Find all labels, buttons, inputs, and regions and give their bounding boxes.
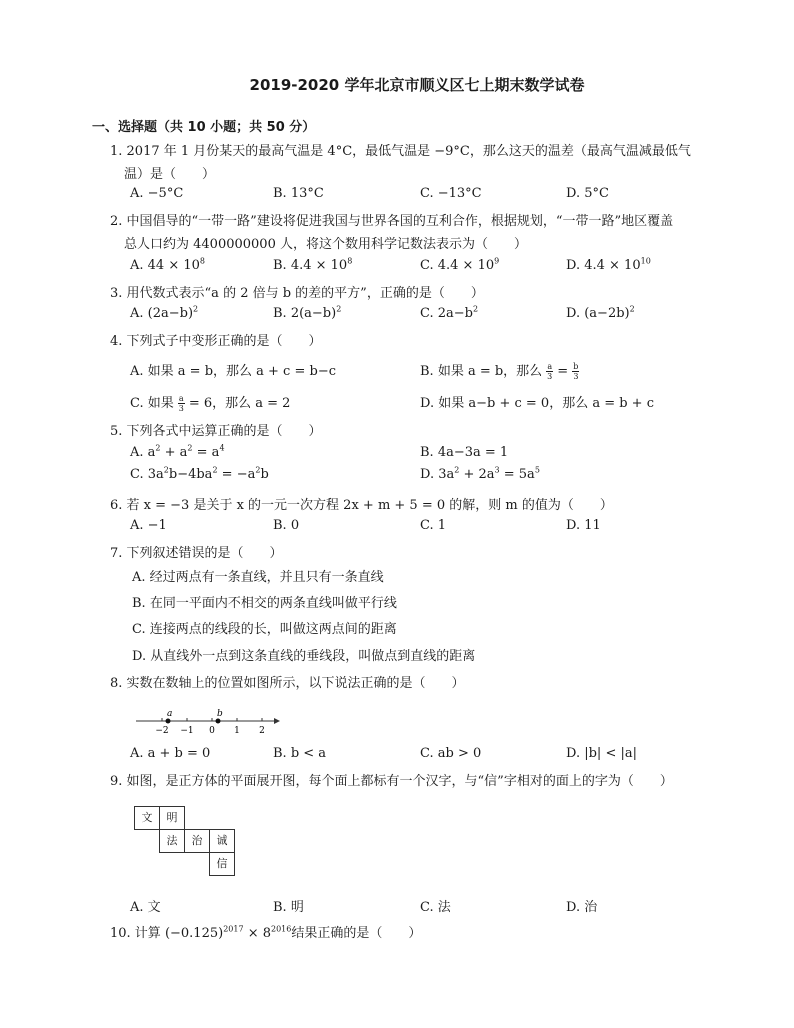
fraction [546, 362, 553, 381]
option-d[interactable]: D. 从直线外一点到这条直线的垂线段，叫做点到直线的距离 [132, 649, 476, 664]
option-a-text: A. (2a−b) [130, 306, 194, 321]
option-a[interactable]: A. −5°C [130, 186, 184, 201]
q10-text: 结果正确的是（ ） [291, 926, 422, 941]
option-a[interactable]: A. a + b = 0 [130, 746, 211, 761]
question-4-options-row1 [130, 360, 730, 380]
arrow-head-icon [274, 718, 280, 724]
option-d[interactable]: D. 治 [566, 900, 598, 915]
t: = a [192, 445, 220, 460]
option-b-text: B. 2(a−b) [273, 306, 337, 321]
exponent: 3 [494, 465, 500, 475]
net-cell-3: 法 [159, 829, 185, 853]
numerator: a [547, 362, 553, 371]
exponent: 8 [199, 256, 205, 266]
option-a[interactable] [130, 306, 198, 321]
point-b-label: b [217, 709, 223, 719]
axis-tick-label: 1 [234, 726, 240, 736]
question-3: 3. 用代数式表示“a 的 2 倍与 b 的差的平方”，正确的是（ ） [110, 286, 484, 301]
option-d-text: D. (a−2b) [566, 306, 630, 321]
net-cell-1: 文 [134, 806, 160, 830]
option-b[interactable]: B. b < a [273, 746, 327, 761]
option-c[interactable] [130, 392, 290, 413]
section-heading: 一、选择题（共 10 小题；共 50 分） [92, 120, 316, 135]
option-b[interactable]: B. 13°C [273, 186, 324, 201]
option-c[interactable] [130, 467, 269, 482]
t: + a [160, 445, 188, 460]
option-c-text-rest: = 6，那么 a = 2 [188, 396, 291, 411]
point-b-dot [216, 719, 221, 724]
option-c[interactable] [420, 306, 478, 321]
option-a[interactable] [130, 258, 205, 273]
question-8-options [130, 746, 730, 766]
point-a-dot [166, 719, 171, 724]
option-b[interactable]: B. 0 [273, 518, 300, 533]
fraction [572, 362, 579, 381]
option-c[interactable]: C. 1 [420, 518, 447, 533]
exponent: 2 [336, 304, 342, 314]
option-b[interactable]: B. 4a−3a = 1 [420, 445, 509, 460]
option-d[interactable] [420, 467, 540, 482]
option-d[interactable]: D. |b| < |a| [566, 746, 637, 761]
net-cell-4: 治 [184, 829, 210, 853]
option-c[interactable]: C. 连接两点的线段的长，叫做这两点间的距离 [132, 622, 397, 637]
exponent: 2 [163, 465, 169, 475]
exponent: 2 [155, 443, 161, 453]
question-9-options [130, 896, 730, 916]
question-8: 8. 实数在数轴上的位置如图所示，以下说法正确的是（ ） [110, 676, 465, 691]
axis-tick-label: 0 [209, 726, 215, 736]
number-line-figure [134, 706, 284, 736]
exponent: 2 [255, 465, 261, 475]
exponent: 8 [347, 256, 353, 266]
question-3-options [130, 306, 730, 326]
option-c[interactable]: C. −13°C [420, 186, 482, 201]
t: = −a [217, 467, 256, 482]
denominator: 3 [547, 372, 553, 381]
exponent: 2 [629, 304, 635, 314]
axis-tick-label: −1 [180, 726, 194, 736]
axis-tick-label: −2 [155, 726, 169, 736]
q10-text: × 8 [243, 926, 271, 941]
question-5-options-row1 [130, 445, 730, 465]
denominator: 3 [178, 404, 184, 413]
option-d-text: D. 4.4 × 10 [566, 258, 641, 273]
option-c[interactable]: C. ab > 0 [420, 746, 482, 761]
t: = 5a [499, 467, 535, 482]
question-5: 5. 下列各式中运算正确的是（ ） [110, 424, 322, 439]
option-d[interactable] [566, 306, 635, 321]
numerator: b [573, 362, 579, 371]
question-5-options-row2 [130, 467, 730, 487]
question-1-line1: 1. 2017 年 1 月份某天的最高气温是 4°C，最低气温是 −9°C，那么这天的温差（最高气温减最低气 [110, 144, 691, 159]
question-1 [110, 140, 730, 186]
page-title: 2019-2020 学年北京市顺义区七上期末数学试卷 [249, 76, 585, 94]
option-a[interactable] [130, 445, 225, 460]
option-c[interactable] [420, 258, 499, 273]
option-c-text: C. 如果 [130, 396, 174, 411]
equals-sign: = [557, 364, 569, 379]
exponent: 2 [472, 304, 479, 314]
option-a[interactable]: A. 文 [130, 900, 161, 915]
option-b[interactable] [420, 360, 579, 381]
option-c-text: C. 2a−b [420, 306, 473, 321]
exponent: 9 [494, 256, 500, 266]
option-c-text: C. 4.4 × 10 [420, 258, 495, 273]
question-2-options [130, 258, 730, 278]
option-a-text: A. 44 × 10 [130, 258, 200, 273]
option-a[interactable]: A. 如果 a = b，那么 a + c = b−c [130, 364, 336, 379]
t: + 2a [459, 467, 495, 482]
question-1-options [130, 186, 730, 206]
question-7: 7. 下列叙述错误的是（ ） [110, 546, 283, 561]
t: C. 3a [130, 467, 164, 482]
option-b-text: B. 4.4 × 10 [273, 258, 348, 273]
net-cell-2: 明 [159, 806, 185, 830]
net-cell-5: 诚 [209, 829, 235, 853]
question-2 [110, 210, 730, 256]
exponent: 5 [534, 465, 540, 475]
option-b[interactable]: B. 在同一平面内不相交的两条直线叫做平行线 [132, 596, 397, 611]
question-6-options [130, 518, 730, 538]
t: D. 3a [420, 467, 455, 482]
option-c[interactable]: C. 法 [420, 900, 451, 915]
option-b[interactable] [273, 306, 341, 321]
exponent: 2 [193, 304, 199, 314]
exponent: 2 [454, 465, 460, 475]
option-d[interactable]: D. 11 [566, 518, 601, 533]
denominator: 3 [573, 372, 579, 381]
numerator: a [178, 394, 184, 403]
t: b−4ba [168, 467, 213, 482]
exponent: 2016 [271, 924, 292, 934]
axis-tick-label: 2 [259, 726, 265, 736]
option-a[interactable]: A. 经过两点有一条直线，并且只有一条直线 [132, 570, 384, 585]
option-d[interactable]: D. 如果 a−b + c = 0，那么 a = b + c [420, 396, 654, 411]
t: A. a [130, 445, 156, 460]
option-d[interactable] [566, 258, 651, 273]
exponent: 2017 [223, 924, 244, 934]
t: b [260, 467, 269, 482]
option-b[interactable]: B. 明 [273, 900, 304, 915]
exponent: 2 [187, 443, 193, 453]
exponent: 2 [212, 465, 218, 475]
point-a-label: a [167, 709, 173, 719]
q10-text: 10. 计算 (−0.125) [110, 926, 224, 941]
question-6: 6. 若 x = −3 是关于 x 的一元一次方程 2x + m + 5 = 0 的解，则 m 的值为（ ） [110, 498, 613, 513]
option-a[interactable]: A. −1 [130, 518, 167, 533]
question-10 [110, 922, 730, 945]
option-b[interactable] [273, 258, 352, 273]
question-9: 9. 如图，是正方体的平面展开图，每个面上都标有一个汉字，与“信”字相对的面上的字为（ ） [110, 774, 673, 789]
fraction [178, 394, 185, 413]
question-2-line2: 总人口约为 4400000000 人，将这个数用科学记数法表示为（ ） [124, 237, 527, 252]
option-d[interactable]: D. 5°C [566, 186, 609, 201]
question-2-line1: 2. 中国倡导的“一带一路”建设将促进我国与世界各国的互利合作，根据规划，“一带一路”地区覆盖 [110, 214, 674, 229]
option-b-text: B. 如果 a = b，那么 [420, 364, 543, 379]
question-1-line2: 温）是（ ） [124, 167, 216, 182]
exponent: 10 [640, 256, 651, 266]
question-4: 4. 下列式子中变形正确的是（ ） [110, 334, 322, 349]
net-cell-6: 信 [209, 852, 235, 876]
exponent: 4 [219, 443, 225, 453]
question-4-options-row2 [130, 392, 730, 412]
